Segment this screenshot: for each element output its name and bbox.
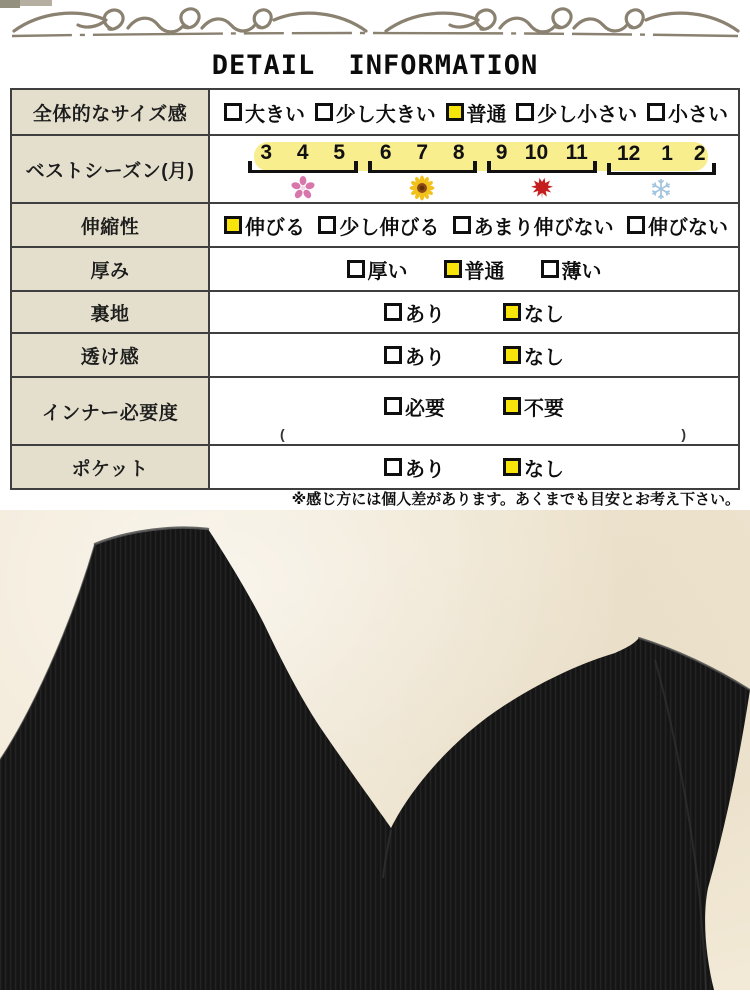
season-group-autumn (487, 141, 597, 201)
option (453, 211, 614, 240)
option-label: 普通 (464, 260, 505, 283)
season-bracket (248, 165, 358, 173)
option (224, 211, 305, 240)
detail-information-table (10, 88, 740, 490)
checkbox-icon (503, 303, 521, 321)
option (503, 298, 564, 327)
row-value (210, 204, 738, 246)
checkbox-icon (503, 458, 521, 476)
month: 12 (616, 141, 641, 165)
row-label: インナー必要度 (12, 378, 210, 444)
month: 4 (296, 141, 309, 164)
snowflake-icon (649, 177, 673, 201)
row-label: 伸縮性 (12, 204, 210, 246)
table-row-pocket (12, 444, 738, 488)
checkbox-icon (315, 103, 333, 121)
season-bracket (368, 165, 478, 173)
sunflower-icon (409, 175, 435, 201)
option-label: あり (405, 346, 445, 369)
table-row-thickness (12, 246, 738, 290)
option (444, 255, 505, 284)
checkbox-icon (503, 346, 521, 364)
table-row-inner-necessity (12, 376, 738, 444)
option-label: 普通 (466, 103, 507, 126)
option (318, 211, 439, 240)
option (384, 341, 445, 370)
row-value (210, 334, 738, 376)
option-label: 大きい (245, 103, 305, 126)
month: 7 (416, 141, 429, 164)
row-value (210, 292, 738, 332)
option (315, 98, 436, 127)
month: 6 (379, 141, 392, 164)
row-value (210, 90, 738, 134)
table-row-best-season (12, 134, 738, 202)
option (384, 453, 445, 482)
checkbox-icon (516, 103, 534, 121)
scroll-flourish-icon (0, 0, 750, 42)
month: 5 (333, 141, 346, 164)
row-label: ポケット (12, 446, 210, 488)
option (384, 298, 445, 327)
ornament-divider (0, 0, 750, 42)
option (503, 341, 564, 370)
season-bracket (487, 165, 597, 173)
checkbox-icon (347, 260, 365, 278)
checkbox-icon (384, 303, 402, 321)
option-label: 伸びない (647, 216, 728, 239)
month: 10 (524, 141, 549, 164)
product-photo (0, 510, 750, 990)
season-groups (248, 141, 716, 201)
checkbox-icon (318, 216, 336, 234)
month: 1 (661, 141, 673, 165)
option-label: あまり伸びない (473, 216, 614, 239)
disclaimer-note: ※感じ方には個人差があります。あくまでも目安とお考え下さい。 (291, 491, 740, 508)
checkbox-icon (224, 103, 242, 121)
row-value (210, 248, 738, 290)
option-label: あり (405, 458, 445, 481)
row-label: 裏地 (12, 292, 210, 332)
option (541, 255, 602, 284)
month: 2 (693, 141, 706, 165)
row-value (210, 378, 738, 444)
checkbox-icon (384, 346, 402, 364)
option-label: なし (524, 303, 564, 326)
option-label: 少し大きい (335, 103, 436, 126)
option (647, 98, 728, 127)
month: 9 (495, 141, 508, 164)
month: 8 (452, 141, 465, 164)
row-label: 透け感 (12, 334, 210, 376)
checkbox-icon (384, 397, 402, 415)
checkbox-icon (541, 260, 559, 278)
table-row-stretch (12, 202, 738, 246)
option-label: なし (524, 458, 564, 481)
season-group-spring (248, 141, 358, 201)
sakura-icon (290, 175, 316, 201)
option-label: 不要 (524, 397, 564, 420)
row-value (210, 446, 738, 488)
option-label: なし (524, 346, 564, 369)
row-label: ベストシーズン(月) (12, 136, 210, 202)
checkbox-icon (453, 216, 471, 234)
option-label: 厚い (367, 260, 408, 283)
option-label: あり (405, 303, 445, 326)
option (446, 98, 507, 127)
option-label: 小さい (668, 103, 728, 126)
checkbox-icon (647, 103, 665, 121)
page-title: DETAIL INFORMATION (211, 49, 539, 81)
season-group-winter (607, 141, 717, 201)
checkbox-icon (627, 216, 645, 234)
month: 11 (565, 141, 588, 164)
option-label: 伸びる (245, 216, 305, 239)
season-bracket (607, 167, 717, 175)
option (384, 392, 445, 421)
row-value (210, 136, 738, 202)
row-label: 厚み (12, 248, 210, 290)
table-row-lining (12, 290, 738, 332)
option (503, 392, 564, 421)
option (503, 453, 564, 482)
option (347, 255, 408, 284)
option-label: 薄い (561, 260, 602, 283)
checkbox-icon (384, 458, 402, 476)
option (627, 211, 728, 240)
table-row-size-feel (12, 90, 738, 134)
maple-leaf-icon (529, 175, 555, 201)
option-label: 必要 (405, 397, 445, 420)
garment-silhouette (0, 528, 750, 990)
option-label: 少し小さい (537, 103, 638, 126)
row-label: 全体的なサイズ感 (12, 90, 210, 134)
season-group-summer (368, 141, 478, 201)
checkbox-icon (503, 397, 521, 415)
checkbox-icon (444, 260, 462, 278)
option-label: 少し伸びる (339, 216, 440, 239)
checkbox-icon (446, 103, 464, 121)
month: 3 (260, 141, 273, 164)
table-row-sheerness (12, 332, 738, 376)
paren-close: ) (681, 426, 686, 442)
garment-back-view (0, 510, 750, 990)
paren-open: ( (280, 426, 285, 442)
option (224, 98, 305, 127)
checkbox-icon (224, 216, 242, 234)
option (516, 98, 637, 127)
